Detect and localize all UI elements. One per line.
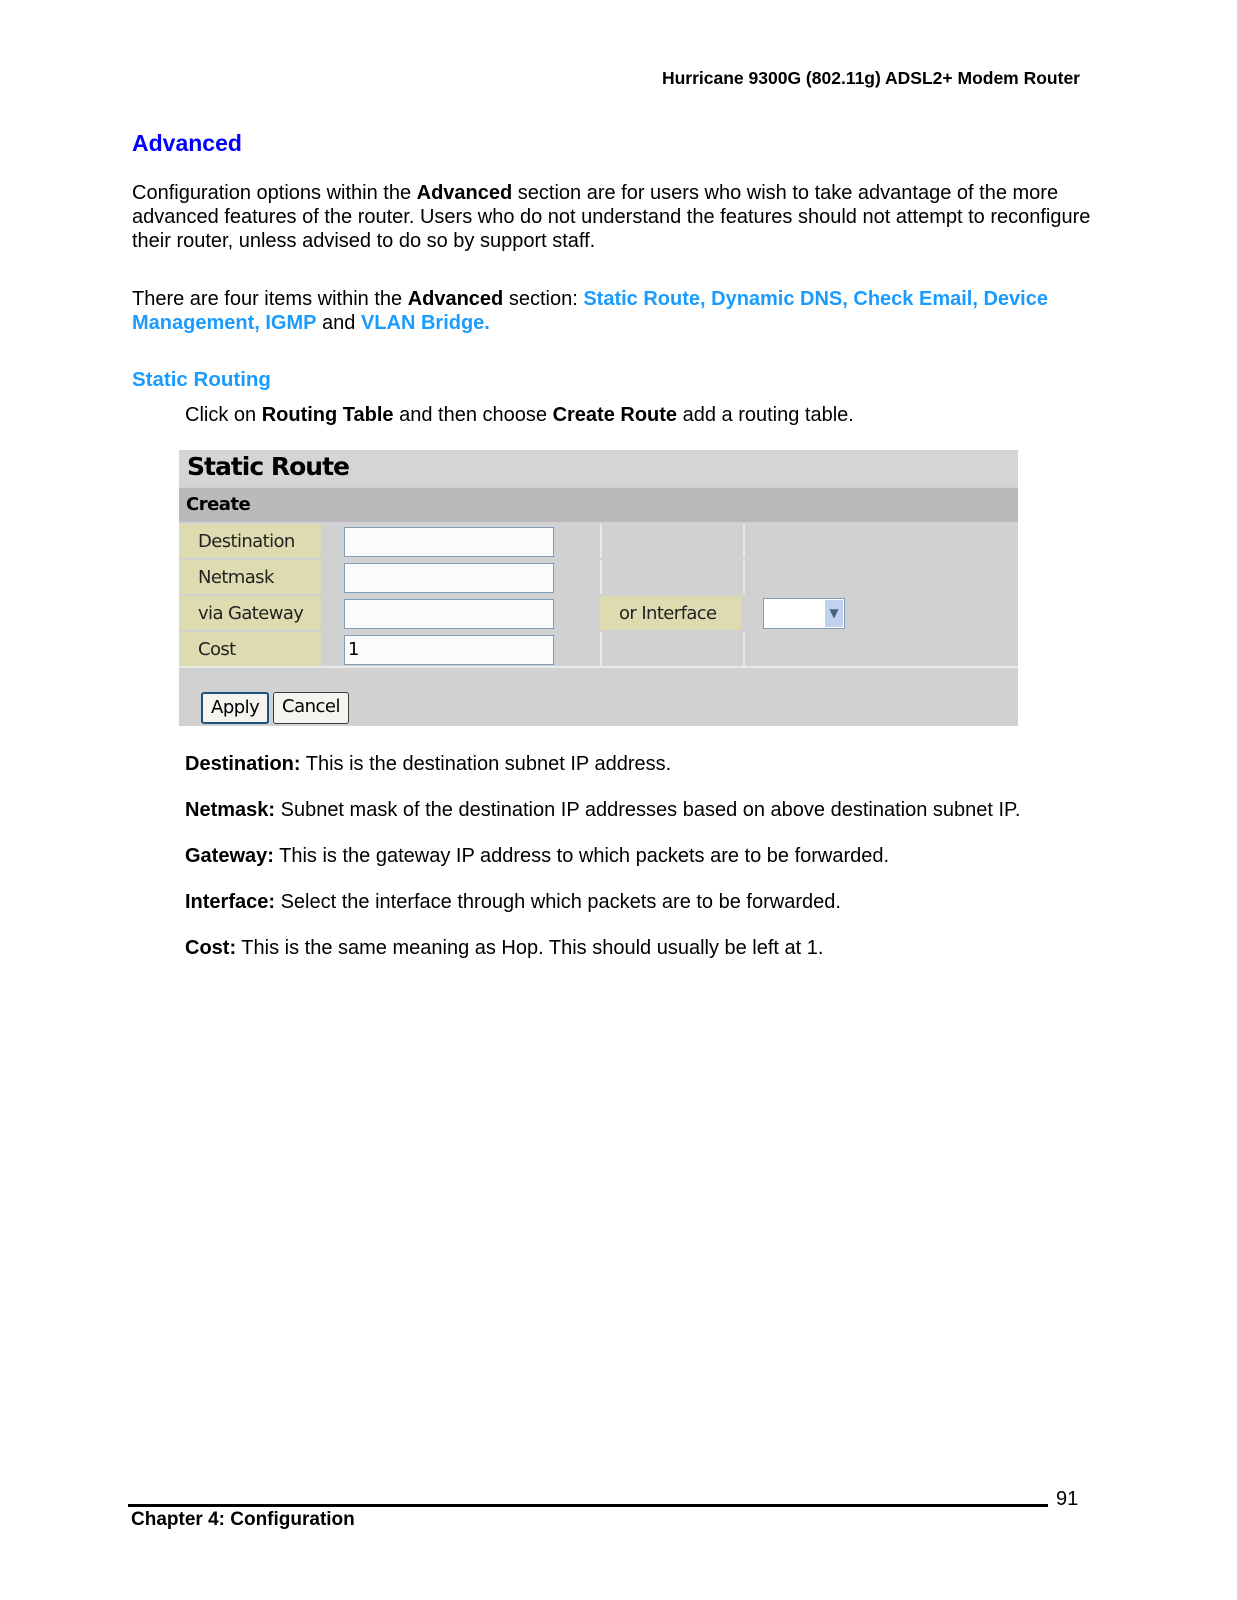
chapter-footer: Chapter 4: Configuration	[131, 1509, 355, 1530]
text: section are for users who wish to take advantage of the more advanced features of the router. Users who do not understand the features should not attempt to reconfigure their router, unless advised to do so by support staff.	[132, 182, 1091, 252]
netmask-input[interactable]	[344, 563, 554, 593]
term: Netmask:	[185, 799, 276, 821]
footer-rule	[128, 1504, 1048, 1507]
gateway-row	[179, 596, 1018, 630]
field-label: Netmask	[179, 560, 321, 594]
page-number: 91	[1056, 1488, 1079, 1510]
text: section:	[503, 288, 584, 310]
destination-input[interactable]	[344, 527, 554, 557]
description-gateway	[185, 845, 889, 868]
text: and	[316, 312, 361, 334]
description-interface	[185, 891, 841, 914]
empty-cell	[743, 560, 1018, 594]
field-label: Cost	[179, 632, 321, 666]
term: Gateway:	[185, 845, 274, 867]
gateway-input[interactable]	[344, 599, 554, 629]
text: Click on	[185, 404, 262, 426]
divider	[179, 666, 1018, 668]
text: add a routing table.	[677, 404, 854, 426]
cost-row	[179, 632, 1018, 666]
text: Routing Table	[261, 404, 394, 426]
form-title: Static Route	[179, 450, 1018, 486]
interface-select[interactable]	[763, 598, 845, 629]
text: Advanced	[416, 182, 513, 204]
destination-row	[179, 524, 1018, 558]
instruction	[185, 404, 854, 427]
empty-cell	[600, 560, 741, 594]
field-label: via Gateway	[179, 596, 321, 630]
chevron-down-icon: ▼	[825, 600, 843, 627]
field-label: Destination	[179, 524, 321, 558]
text: This is the gateway IP address to which packets are to be forwarded.	[273, 845, 890, 867]
vlan-bridge-link[interactable]: VLAN Bridge.	[360, 312, 490, 334]
items-paragraph	[132, 287, 1087, 335]
text: Create Route	[552, 404, 678, 426]
text: There are four items within the	[132, 288, 408, 310]
text: This is the same meaning as Hop. This should usually be left at 1.	[236, 937, 824, 959]
text: Select the interface through which packets are to be forwarded.	[275, 891, 841, 913]
term: Destination:	[185, 753, 301, 775]
section-title: Advanced	[132, 130, 242, 156]
empty-cell	[600, 524, 741, 558]
static-route-form	[179, 450, 1018, 726]
text: and then choose	[393, 404, 553, 426]
empty-cell	[743, 524, 1018, 558]
running-header: Hurricane 9300G (802.11g) ADSL2+ Modem Router	[661, 68, 1080, 88]
term: Interface:	[185, 891, 276, 913]
netmask-row	[179, 560, 1018, 594]
empty-cell	[600, 632, 741, 666]
description-cost	[185, 937, 823, 960]
advanced-items-links[interactable]: Static Route, Dynamic DNS, Check Email, Device Management, IGMP	[132, 288, 1048, 334]
apply-button[interactable]: Apply	[201, 692, 269, 724]
description-netmask	[185, 799, 1020, 822]
cancel-button[interactable]: Cancel	[273, 692, 349, 724]
intro-paragraph	[132, 181, 1092, 253]
text: Advanced	[407, 288, 504, 310]
form-subtitle: Create	[179, 488, 1018, 522]
subsection-title: Static Routing	[132, 368, 271, 391]
text: This is the destination subnet IP address.	[300, 753, 672, 775]
text: Subnet mask of the destination IP addresses based on above destination subnet IP.	[275, 799, 1021, 821]
empty-cell	[743, 632, 1018, 666]
text: Configuration options within the	[132, 182, 417, 204]
term: Cost:	[185, 937, 237, 959]
description-destination	[185, 753, 671, 776]
cost-input[interactable]: 1	[344, 635, 554, 665]
interface-label: or Interface	[600, 596, 741, 630]
